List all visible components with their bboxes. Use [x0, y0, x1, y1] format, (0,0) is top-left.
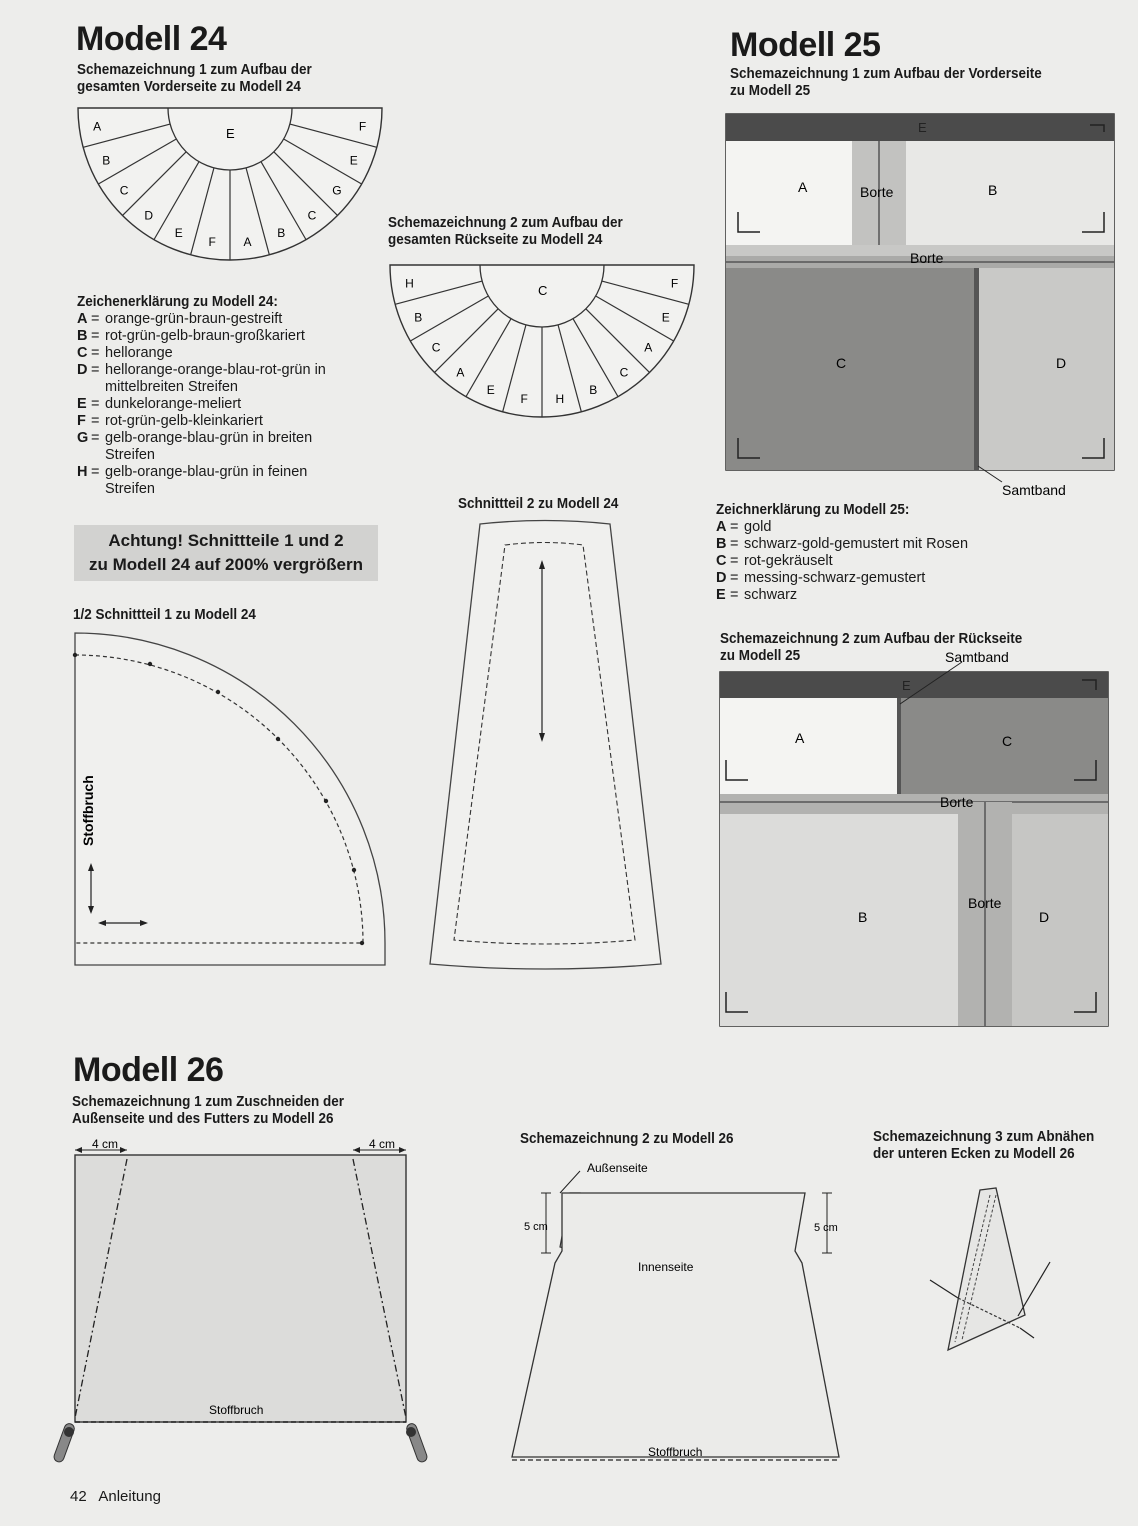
legend-row: [716, 553, 1016, 570]
m26s2-dim-left: 5 cm: [524, 1221, 548, 1233]
legend-equals: =: [730, 536, 739, 552]
legend-value: schwarz: [744, 587, 798, 603]
m24-legend: [77, 311, 349, 498]
fan-segment-label: A: [644, 340, 653, 355]
fan-segment-label: E: [661, 310, 670, 325]
fan-segment-label: C: [619, 365, 629, 380]
legend-equals: =: [730, 553, 739, 569]
legend-key: E: [77, 396, 87, 412]
legend-row: [77, 413, 349, 430]
fan-segment-label: C: [119, 183, 129, 198]
fan-segment-label: B: [102, 153, 111, 168]
legend-value: orange-grün-braun-gestreift: [105, 311, 283, 327]
page-footer: [70, 1488, 161, 1505]
fan-segment-label: G: [332, 183, 342, 198]
page-section: Anleitung: [98, 1488, 161, 1505]
legend-value: rot-grün-gelb-kleinkariert: [105, 413, 263, 429]
m24-fan-front: [60, 100, 400, 270]
legend-key: D: [716, 570, 727, 586]
legend-key: B: [77, 328, 88, 344]
legend-equals: =: [91, 345, 100, 361]
legend-key: H: [77, 464, 88, 480]
legend-row: [716, 519, 1016, 536]
legend-value: dunkelorange-meliert: [105, 396, 242, 412]
m25s2-label-c: C: [1002, 733, 1013, 749]
modell-25-title: Modell 25: [730, 26, 881, 64]
legend-row: [716, 570, 1016, 587]
m24-pattern-part-1: [60, 620, 400, 980]
m25s1-label-d: D: [1056, 355, 1067, 371]
m25s2-label-b: B: [858, 909, 868, 925]
m24-schema1-caption: Schemazeichnung 1 zum Aufbau der gesamten Vorderseite zu Modell 24: [77, 62, 312, 95]
m25-schema2-caption: Schemazeichnung 2 zum Aufbau der Rückseite zu Modell 25: [720, 631, 1023, 664]
m25s1-label-borte-h: Borte: [910, 250, 944, 266]
legend-equals: =: [91, 311, 100, 327]
fan-segment-label: B: [277, 225, 286, 240]
m26-schema-bag: [500, 1155, 860, 1470]
legend-row: [77, 464, 349, 498]
fan-segment-label: E: [486, 382, 495, 397]
fan-segment-label: A: [93, 119, 102, 134]
m24-schema2-caption: Schemazeichnung 2 zum Aufbau der gesamten Rückseite zu Modell 24: [388, 215, 623, 248]
scissors-icon-right: [405, 1422, 428, 1463]
fan-segment-label: A: [243, 234, 252, 249]
legend-value: rot-grün-gelb-braun-großkariert: [105, 328, 305, 344]
legend-equals: =: [91, 362, 100, 378]
legend-equals: =: [730, 570, 739, 586]
fan-center-label: C: [538, 283, 548, 298]
fan-segment-label: F: [208, 234, 216, 249]
fan-segment-label: E: [174, 225, 183, 240]
m26s2-inner: Innenseite: [638, 1260, 694, 1274]
m25s1-label-b: B: [988, 182, 998, 198]
legend-row: [77, 362, 349, 396]
legend-row: [77, 311, 349, 328]
fan-segment-label: A: [456, 365, 465, 380]
m26s2-fold: Stoffbruch: [648, 1445, 703, 1459]
fan-segment-label: C: [307, 208, 317, 223]
legend-value: rot-gekräuselt: [744, 553, 833, 569]
fan-segment-label: F: [520, 391, 528, 406]
modell-26-title: Modell 26: [73, 1051, 224, 1089]
legend-value: messing-schwarz-gemustert: [744, 570, 926, 586]
modell-24-title: Modell 24: [76, 20, 227, 58]
m25s1-label-samtband: Samtband: [1002, 482, 1066, 498]
legend-row: [716, 587, 1016, 604]
legend-key: C: [716, 553, 727, 569]
m26s2-dim-right: 5 cm: [814, 1222, 838, 1234]
m26-schema2-caption: Schemazeichnung 2 zu Modell 26: [520, 1131, 734, 1147]
m25s2-label-samtband: Samtband: [945, 649, 1009, 665]
legend-equals: =: [91, 413, 100, 429]
m25s1-label-e: E: [918, 120, 927, 135]
legend-value: hellorange-orange-blau-rot-grün in mittelbreiten Streifen: [105, 362, 326, 395]
m26-schema3-caption: Schemazeichnung 3 zum Abnähen der unteren Ecken zu Modell 26: [873, 1129, 1095, 1162]
legend-key: G: [77, 430, 89, 446]
m24-part2-caption: Schnittteil 2 zu Modell 24: [458, 496, 619, 512]
m26s1-dim-left: 4 cm: [92, 1137, 119, 1151]
fan-center-label: E: [226, 126, 235, 141]
m25s2-label-d: D: [1039, 909, 1050, 925]
m25-legend-title: Zeichnerklärung zu Modell 25:: [716, 502, 910, 518]
fan-segment-label: B: [414, 310, 423, 325]
legend-equals: =: [730, 519, 739, 535]
m25-schema-front: [720, 108, 1130, 503]
m24-legend-title: Zeichenerklärung zu Modell 24:: [77, 294, 278, 310]
m24-part1-caption: 1/2 Schnittteil 1 zu Modell 24: [73, 607, 256, 623]
fan-segment-label: H: [405, 276, 414, 291]
m24-pattern-part-2: [420, 512, 670, 977]
m25s2-label-borte-v: Borte: [968, 895, 1002, 911]
legend-equals: =: [730, 587, 739, 603]
m26-schema1-caption: Schemazeichnung 1 zum Zuschneiden der Außenseite und des Futters zu Modell 26: [72, 1094, 345, 1127]
legend-equals: =: [91, 396, 100, 412]
legend-key: C: [77, 345, 88, 361]
legend-key: F: [77, 413, 86, 429]
legend-value: gelb-orange-blau-grün in feinen Streifen: [105, 464, 308, 497]
legend-value: hellorange: [105, 345, 173, 361]
legend-value: gold: [744, 519, 772, 535]
m24-warning-box: Achtung! Schnittteile 1 und 2 zu Modell 24 auf 200% vergrößern: [74, 525, 378, 581]
m25s1-label-a: A: [798, 179, 808, 195]
legend-key: A: [716, 519, 727, 535]
m25s1-label-c: C: [836, 355, 847, 371]
fan-segment-label: F: [358, 119, 367, 134]
m25-schema-back: [712, 646, 1124, 1036]
legend-equals: =: [91, 464, 100, 480]
legend-key: A: [77, 311, 88, 327]
m25s1-label-borte-v: Borte: [860, 184, 894, 200]
legend-row: [77, 430, 349, 464]
legend-key: E: [716, 587, 726, 603]
m25s2-label-e: E: [902, 678, 911, 693]
legend-row: [77, 328, 349, 345]
legend-value: gelb-orange-blau-grün in breiten Streifen: [105, 430, 313, 463]
legend-key: B: [716, 536, 727, 552]
legend-row: [77, 345, 349, 362]
legend-row: [716, 536, 1016, 553]
fan-segment-label: C: [431, 340, 441, 355]
m26s1-dim-right: 4 cm: [369, 1137, 396, 1151]
legend-value: schwarz-gold-gemustert mit Rosen: [744, 536, 969, 552]
legend-equals: =: [91, 430, 100, 446]
m26-schema-corner: [910, 1180, 1070, 1360]
m25-legend: [716, 519, 1016, 604]
m25-schema1-caption: Schemazeichnung 1 zum Aufbau der Vorderseite zu Modell 25: [730, 66, 1042, 99]
fan-segment-label: F: [670, 276, 679, 291]
fan-segment-label: D: [144, 208, 154, 223]
stoffbruch-label-1: Stoffbruch: [80, 775, 96, 846]
m26s2-outer: Außenseite: [587, 1161, 648, 1175]
fan-segment-label: E: [349, 153, 358, 168]
fan-segment-label: H: [555, 391, 565, 406]
legend-row: [77, 396, 349, 413]
legend-equals: =: [91, 328, 100, 344]
m25s2-label-a: A: [795, 730, 805, 746]
m25s2-label-borte-h: Borte: [940, 794, 974, 810]
scissors-icon-left: [53, 1422, 76, 1463]
page-number: 42: [70, 1488, 87, 1505]
fan-segment-label: B: [589, 382, 598, 397]
m24-fan-back: [372, 257, 712, 427]
m26s1-fold: Stoffbruch: [209, 1403, 264, 1417]
m26-schema-cut: [45, 1132, 440, 1477]
legend-key: D: [77, 362, 88, 378]
